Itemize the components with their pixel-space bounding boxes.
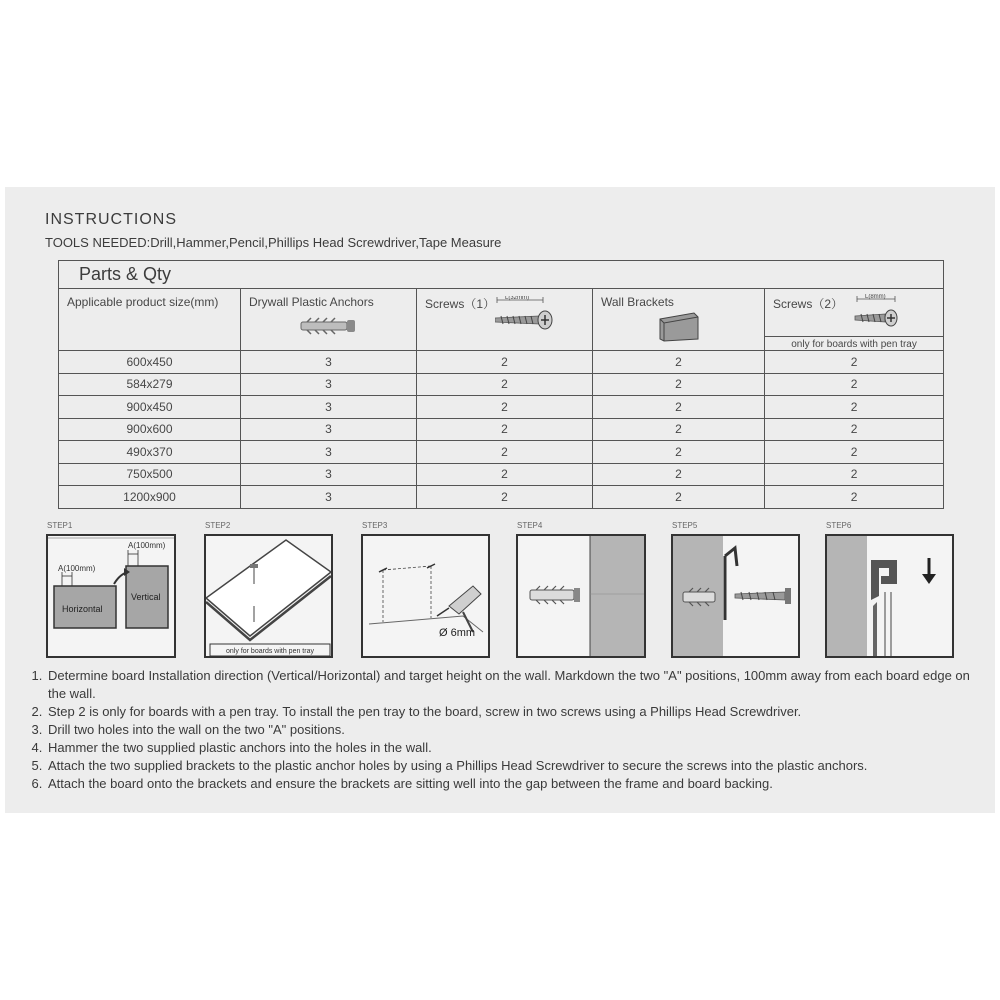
instruction-item: 6. Attach the board onto the brackets and ensure the brackets are sitting well into the gap between the frame and board backing. [46, 775, 991, 793]
column-header: Wall Brackets [601, 295, 674, 309]
column-header: Applicable product size(mm) [67, 295, 219, 309]
header-cell-screws1 [417, 289, 593, 351]
size-cell: 600x450 [59, 351, 241, 374]
column-header: Drywall Plastic Anchors [249, 295, 374, 309]
table-row [59, 351, 944, 374]
step-label: STEP1 [47, 521, 73, 530]
step-label: STEP5 [672, 521, 698, 530]
step4-illustration [518, 536, 644, 656]
qty-cell: 3 [241, 418, 417, 441]
qty-cell: 2 [765, 486, 944, 509]
horizontal-label: Horizontal [62, 604, 103, 614]
qty-cell: 2 [417, 373, 593, 396]
short-screw-icon [851, 294, 911, 330]
table-row [59, 463, 944, 486]
header-cell-size [59, 289, 241, 351]
screw2-dimension: L(8mm) [865, 294, 886, 300]
size-cell: 490x370 [59, 441, 241, 464]
screw-icon [495, 296, 575, 336]
qty-cell: 2 [417, 396, 593, 419]
step1-diagram [46, 534, 176, 658]
size-cell: 750x500 [59, 463, 241, 486]
pen-tray-note: only for boards with pen tray [226, 648, 314, 655]
column-header: Screws（2） [773, 297, 844, 311]
step1-illustration [48, 536, 174, 656]
step6-diagram [825, 534, 954, 658]
qty-cell: 2 [765, 418, 944, 441]
instruction-item: 2. Step 2 is only for boards with a pen tray. To install the pen tray to the board, screw in two screws using a Phillips Head Screwdriver. [46, 703, 991, 721]
qty-cell: 3 [241, 486, 417, 509]
a-position-label: A(100mm) [58, 564, 96, 573]
qty-cell: 2 [593, 373, 765, 396]
qty-cell: 2 [593, 418, 765, 441]
qty-cell: 2 [593, 486, 765, 509]
parts-table-header [59, 289, 944, 351]
size-cell: 584x279 [59, 373, 241, 396]
qty-cell: 3 [241, 351, 417, 374]
vertical-label: Vertical [131, 592, 161, 602]
qty-cell: 2 [417, 486, 593, 509]
step3-diagram [361, 534, 490, 658]
qty-cell: 3 [241, 396, 417, 419]
table-row [59, 373, 944, 396]
plastic-anchor-icon [297, 315, 361, 337]
step2-illustration [206, 536, 331, 656]
qty-cell: 2 [765, 463, 944, 486]
pen-tray-note: only for boards with pen tray [765, 336, 943, 350]
qty-cell: 2 [417, 418, 593, 441]
drill-size-label: Ø 6mm [439, 627, 476, 639]
step6-illustration [827, 536, 952, 656]
qty-cell: 2 [417, 441, 593, 464]
size-cell: 1200x900 [59, 486, 241, 509]
screw1-dimension: L(32mm) [505, 296, 530, 301]
table-row [59, 441, 944, 464]
step5-illustration [673, 536, 798, 656]
qty-cell: 3 [241, 373, 417, 396]
qty-cell: 2 [593, 441, 765, 464]
qty-cell: 2 [765, 351, 944, 374]
qty-cell: 2 [417, 463, 593, 486]
table-row [59, 396, 944, 419]
parts-table-title: Parts & Qty [59, 261, 944, 289]
header-cell-anchors [241, 289, 417, 351]
instruction-item: 5. Attach the two supplied brackets to the plastic anchor holes by using a Phillips Head Screwdriver to secure the screws into the plastic anchors. [46, 757, 991, 775]
step4-diagram [516, 534, 646, 658]
qty-cell: 2 [593, 396, 765, 419]
qty-cell: 2 [765, 396, 944, 419]
step-label: STEP4 [517, 521, 543, 530]
qty-cell: 2 [593, 463, 765, 486]
size-cell: 900x600 [59, 418, 241, 441]
qty-cell: 3 [241, 463, 417, 486]
qty-cell: 2 [765, 441, 944, 464]
qty-cell: 2 [593, 351, 765, 374]
instruction-list [29, 667, 991, 793]
step5-diagram [671, 534, 800, 658]
qty-cell: 2 [417, 351, 593, 374]
parts-table [58, 260, 944, 509]
step3-illustration [363, 536, 488, 656]
instruction-item: 4. Hammer the two supplied plastic anchors into the holes in the wall. [46, 739, 991, 757]
step-label: STEP6 [826, 521, 852, 530]
wall-bracket-icon [656, 311, 702, 343]
table-row [59, 486, 944, 509]
tools-needed: TOOLS NEEDED:Drill,Hammer,Pencil,Phillips Head Screwdriver,Tape Measure [45, 235, 502, 250]
qty-cell: 2 [765, 373, 944, 396]
header-cell-brackets [593, 289, 765, 351]
header-cell-screws2 [765, 289, 944, 351]
step-label: STEP3 [362, 521, 388, 530]
step-label: STEP2 [205, 521, 231, 530]
page-title: INSTRUCTIONS [45, 211, 177, 228]
instruction-item: 3. Drill two holes into the wall on the two "A" positions. [46, 721, 991, 739]
instruction-item: 1. Determine board Installation direction (Vertical/Horizontal) and target height on the wall. Markdown the two "A" positions, 100mm away from each board edge on the wall. [46, 667, 991, 703]
a-position-label: A(100mm) [128, 541, 166, 550]
column-header: Screws（1） [425, 297, 496, 311]
table-row [59, 418, 944, 441]
qty-cell: 3 [241, 441, 417, 464]
step2-diagram [204, 534, 333, 658]
size-cell: 900x450 [59, 396, 241, 419]
